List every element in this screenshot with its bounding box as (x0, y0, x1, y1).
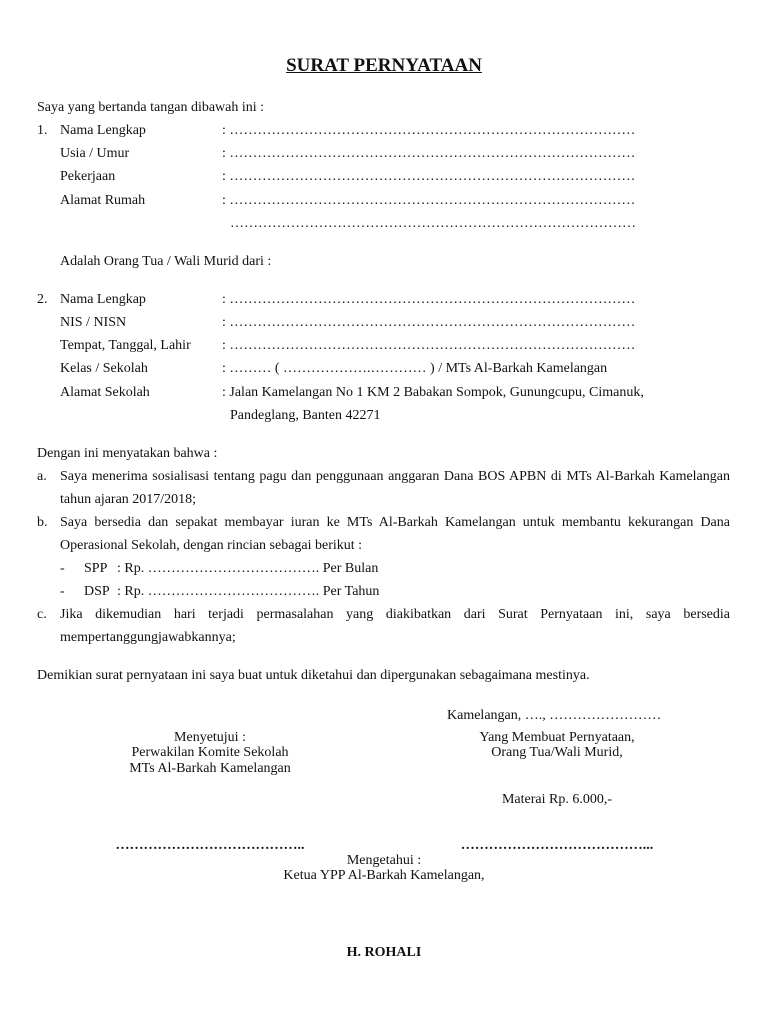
section-number-1: 1. (37, 123, 48, 138)
student-name-value: : …………………………………………………………………………… (222, 292, 636, 307)
student-nis-value: : …………………………………………………………………………… (222, 315, 636, 330)
left-signature-line: ………………………………….. (115, 838, 305, 853)
center-signer-line2: Ketua YPP Al-Barkah Kamelangan, (283, 868, 485, 883)
student-name-label: Nama Lengkap (60, 292, 146, 307)
intro-text: Saya yang bertanda tangan dibawah ini : (37, 100, 265, 115)
point-b-line1: Saya bersedia dan sepakat membayar iuran ke MTs Al-Barkah Kamelangan untuk membantu kekurangan Dana (60, 515, 730, 530)
parent-address-label: Alamat Rumah (60, 193, 146, 208)
parent-name-value: : …………………………………………………………………………… (222, 123, 636, 138)
student-birth-value: : …………………………………………………………………………… (222, 338, 636, 353)
point-c-marker: c. (37, 607, 47, 622)
place-date: Kamelangan, …., …………………… (447, 708, 662, 723)
parent-address-value: : …………………………………………………………………………… (222, 193, 636, 208)
fee-name-dsp: DSP (84, 584, 110, 599)
fee-name-spp: SPP (84, 561, 108, 576)
parent-job-label: Pekerjaan (60, 169, 116, 184)
right-signer-line1: Yang Membuat Pernyataan, (479, 730, 635, 745)
parent-age-value: : …………………………………………………………………………… (222, 146, 636, 161)
document-title: SURAT PERNYATAAN (286, 55, 482, 76)
point-a-line2: tahun ajaran 2017/2018; (60, 492, 197, 507)
section-number-2: 2. (37, 292, 48, 307)
fee-dash-dsp: - (60, 584, 65, 599)
right-signer-line2: Orang Tua/Wali Murid, (491, 745, 623, 760)
point-a-marker: a. (37, 469, 47, 484)
point-a-line1: Saya menerima sosialisasi tentang pagu dan penggunaan anggaran Dana BOS APBN di MTs Al-Barkah Kamelangan (60, 469, 730, 484)
right-signature-line: …………………………………... (460, 838, 654, 853)
parent-name-label: Nama Lengkap (60, 123, 146, 138)
center-signer-name: H. ROHALI (346, 945, 422, 960)
center-signer-line1: Mengetahui : (346, 853, 422, 868)
point-c-line1: Jika dikemudian hari terjadi permasalahan yang diakibatkan dari Surat Pernyataan ini, saya bersedia (60, 607, 730, 622)
closing-text: Demikian surat pernyataan ini saya buat untuk diketahui dan dipergunakan sebagaimana mestinya. (37, 668, 590, 683)
left-signer-line2: Perwakilan Komite Sekolah (131, 745, 289, 760)
school-address-label: Alamat Sekolah (60, 385, 150, 400)
statement-intro: Dengan ini menyatakan bahwa : (37, 446, 218, 461)
parent-age-label: Usia / Umur (60, 146, 130, 161)
school-address-continuation: Pandeglang, Banten 42271 (230, 408, 381, 423)
fee-detail-spp: : Rp. ………………………………. Per Bulan (117, 561, 379, 576)
fee-dash-spp: - (60, 561, 65, 576)
student-class-value: : ……… ( ……………….………… ) / MTs Al-Barkah Kamelangan (222, 361, 608, 376)
left-signer-line3: MTs Al-Barkah Kamelangan (129, 761, 291, 776)
point-b-marker: b. (37, 515, 48, 530)
left-signer-line1: Menyetujui : (174, 730, 246, 745)
point-b-line2: Operasional Sekolah, dengan rincian sebagai berikut : (60, 538, 363, 553)
student-class-label: Kelas / Sekolah (60, 361, 148, 376)
relation-text: Adalah Orang Tua / Wali Murid dari : (60, 254, 272, 269)
student-nis-label: NIS / NISN (60, 315, 127, 330)
point-c-line2: mempertanggungjawabkannya; (60, 630, 236, 645)
school-address-value: : Jalan Kamelangan No 1 KM 2 Babakan Sompok, Gunungcupu, Cimanuk, (222, 385, 644, 400)
parent-job-value: : …………………………………………………………………………… (222, 169, 636, 184)
parent-address-continuation: …………………………………………………………………………… (230, 216, 636, 231)
student-birth-label: Tempat, Tanggal, Lahir (60, 338, 191, 353)
stamp-duty-note: Materai Rp. 6.000,- (501, 792, 613, 807)
fee-detail-dsp: : Rp. ………………………………. Per Tahun (117, 584, 380, 599)
